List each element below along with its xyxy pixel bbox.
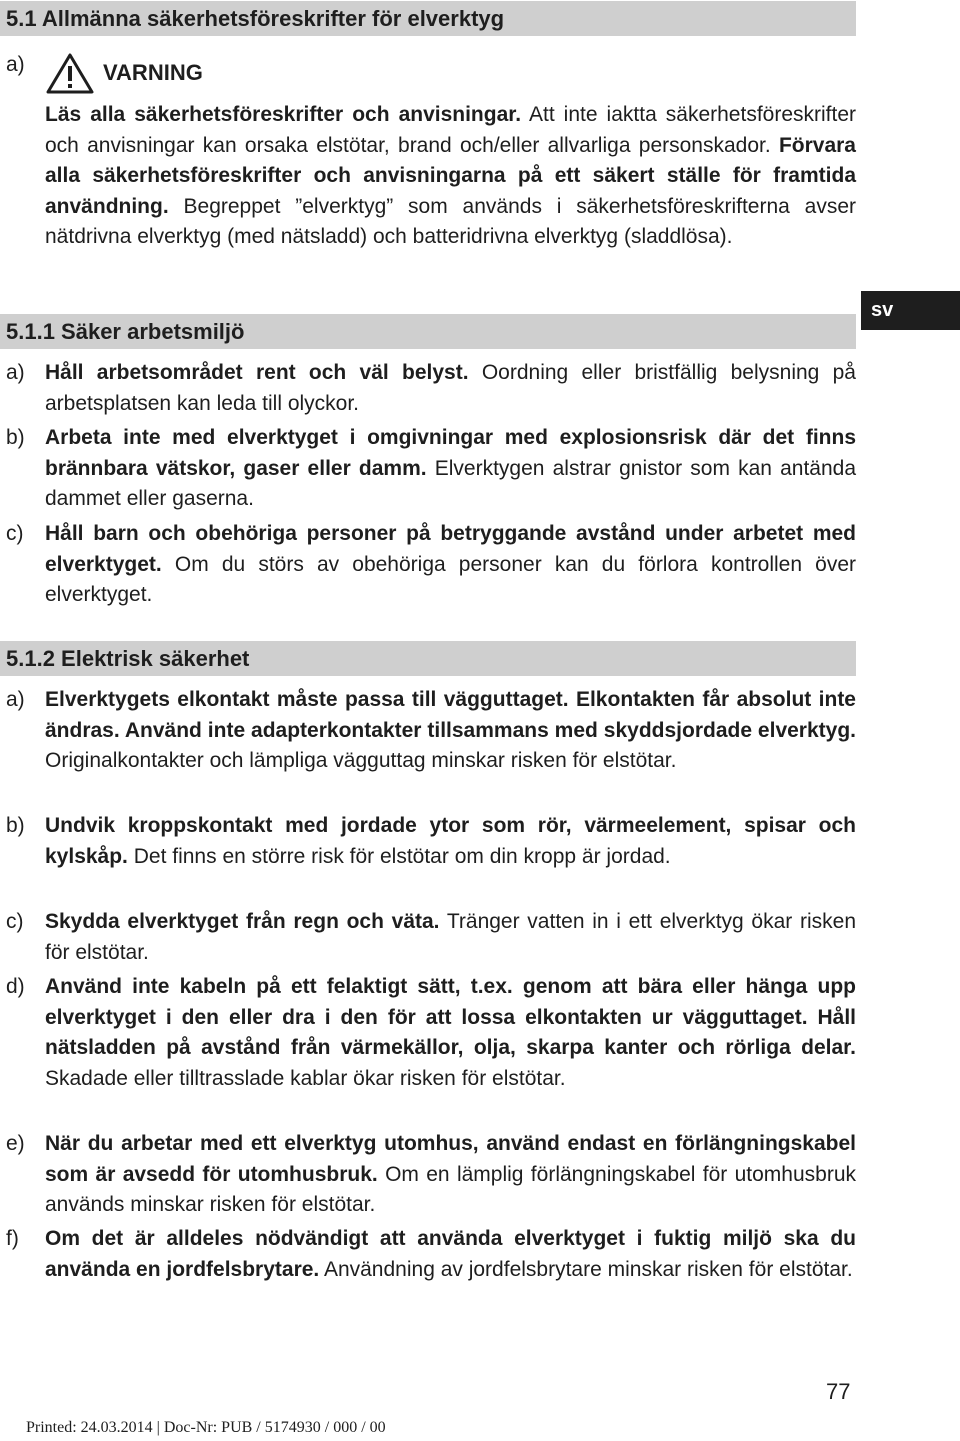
list-marker: e) xyxy=(6,1132,25,1155)
warning-bold-1: Läs alla säkerhetsföreskrifter och anvisningar. xyxy=(45,103,522,126)
item-text: Oordning eller bristfällig belysning på arbetsplatsen kan leda till olyckor. xyxy=(45,361,856,415)
item-text: Om du störs av obehöriga personer kan du förlora kontrollen över elverktyget. xyxy=(45,552,856,606)
section-title: 5.1 Allmänna säkerhetsföreskrifter för elverktyg xyxy=(0,1,856,36)
page-number: 77 xyxy=(826,1379,851,1404)
item-bold: Elverktygets elkontakt måste passa till vägguttaget. Elkontakten får absolut inte ändras. Använd inte adapterkontakter tillsammans med skyddsjordade elverktyg. xyxy=(45,688,856,742)
item-text: Tränger vatten in i ett elverktyg ökar risken för elstötar. xyxy=(45,910,856,964)
section-heading-work-area: 5.1.1 Säker arbetsmiljö xyxy=(0,314,856,349)
item-bold: Håll arbetsområdet rent och väl belyst. xyxy=(45,361,469,384)
list-item xyxy=(0,811,856,872)
list-item xyxy=(0,1129,856,1221)
item-text: Originalkontakter och lämpliga vägguttag minskar risken för elstötar. xyxy=(45,749,677,772)
warning-text xyxy=(0,100,856,253)
list-marker: b) xyxy=(6,814,25,837)
item-bold: Om det är alldeles nödvändigt att använda elverktyget i fuktig miljö ska du använda en jordfelsbrytare. xyxy=(45,1227,856,1281)
list-marker: b) xyxy=(6,426,25,449)
list-item xyxy=(0,519,856,611)
list-item xyxy=(0,972,856,1094)
list-marker: d) xyxy=(6,975,25,998)
language-tab: sv xyxy=(861,291,960,330)
print-footer: Printed: 24.03.2014 | Doc-Nr: PUB / 5174930 / 000 / 00 xyxy=(26,1419,386,1436)
item-bold: När du arbetar med ett elverktyg utomhus, använd endast en förlängningskabel som är avsedd för utomhusbruk. xyxy=(45,1132,856,1186)
warning-marker: a) xyxy=(6,53,25,76)
item-bold: Arbeta inte med elverktyget i omgivningar med explosionsrisk där det finns brännbara vätskor, gaser eller damm. xyxy=(45,426,856,480)
item-text: Elverktygen alstrar gnistor som kan antända dammet eller gaserna. xyxy=(45,456,856,510)
item-text: Om en lämplig förlängningskabel för utomhusbruk används minskar risken för elstötar. xyxy=(45,1162,856,1216)
list-marker: a) xyxy=(6,688,25,711)
item-text: Skadade eller tilltrasslade kablar ökar risken för elstötar. xyxy=(45,1066,566,1090)
warning-text-2: Begreppet ”elverktyg” som används i säkerhetsföreskrifterna avser nätdrivna elverktyg (med nätsladd) och batteridrivna elverktyg (sladdlösa). xyxy=(45,194,856,248)
section-heading-electrical-safety: 5.1.2 Elektrisk säkerhet xyxy=(0,641,856,676)
list-item xyxy=(0,907,856,968)
warning-bold-2: Förvara alla säkerhetsföreskrifter och anvisningarna på ett säkert ställe för framtida användning. xyxy=(45,133,856,218)
item-bold: Undvik kroppskontakt med jordade ytor som rör, värmeelement, spisar och kylskåp. xyxy=(45,814,856,868)
warning-label: VARNING xyxy=(103,60,203,85)
warning-text-1: Att inte iaktta säkerhetsföreskrifter och anvisningar kan orsaka elstötar, brand och/eller allvarliga personskador. xyxy=(45,103,857,157)
list-marker: c) xyxy=(6,910,24,933)
list-marker: f) xyxy=(6,1227,19,1250)
item-bold: Använd inte kabeln på ett felaktigt sätt, t.ex. genom att bära eller hänga upp elverktyget i den eller dra i den för att lossa elkontakten ur vägguttaget. Håll nätsladden på avstånd från värmekällor, olja, skarpa kanter och rörliga delar. xyxy=(45,975,856,1059)
list-marker: a) xyxy=(6,361,25,384)
list-item xyxy=(0,358,856,419)
item-bold: Skydda elverktyget från regn och väta. xyxy=(45,910,440,933)
list-marker: c) xyxy=(6,522,24,545)
list-item xyxy=(0,1224,856,1285)
list-item xyxy=(0,423,856,515)
item-text: Användning av jordfelsbrytare minskar risken för elstötar. xyxy=(319,1257,853,1281)
item-text: Det finns en större risk för elstötar om din kropp är jordad. xyxy=(127,844,671,868)
item-bold: Håll barn och obehöriga personer på betryggande avstånd under arbetet med elverktyget. xyxy=(45,522,856,576)
list-item xyxy=(0,685,856,777)
warning-triangle-icon xyxy=(45,52,95,94)
